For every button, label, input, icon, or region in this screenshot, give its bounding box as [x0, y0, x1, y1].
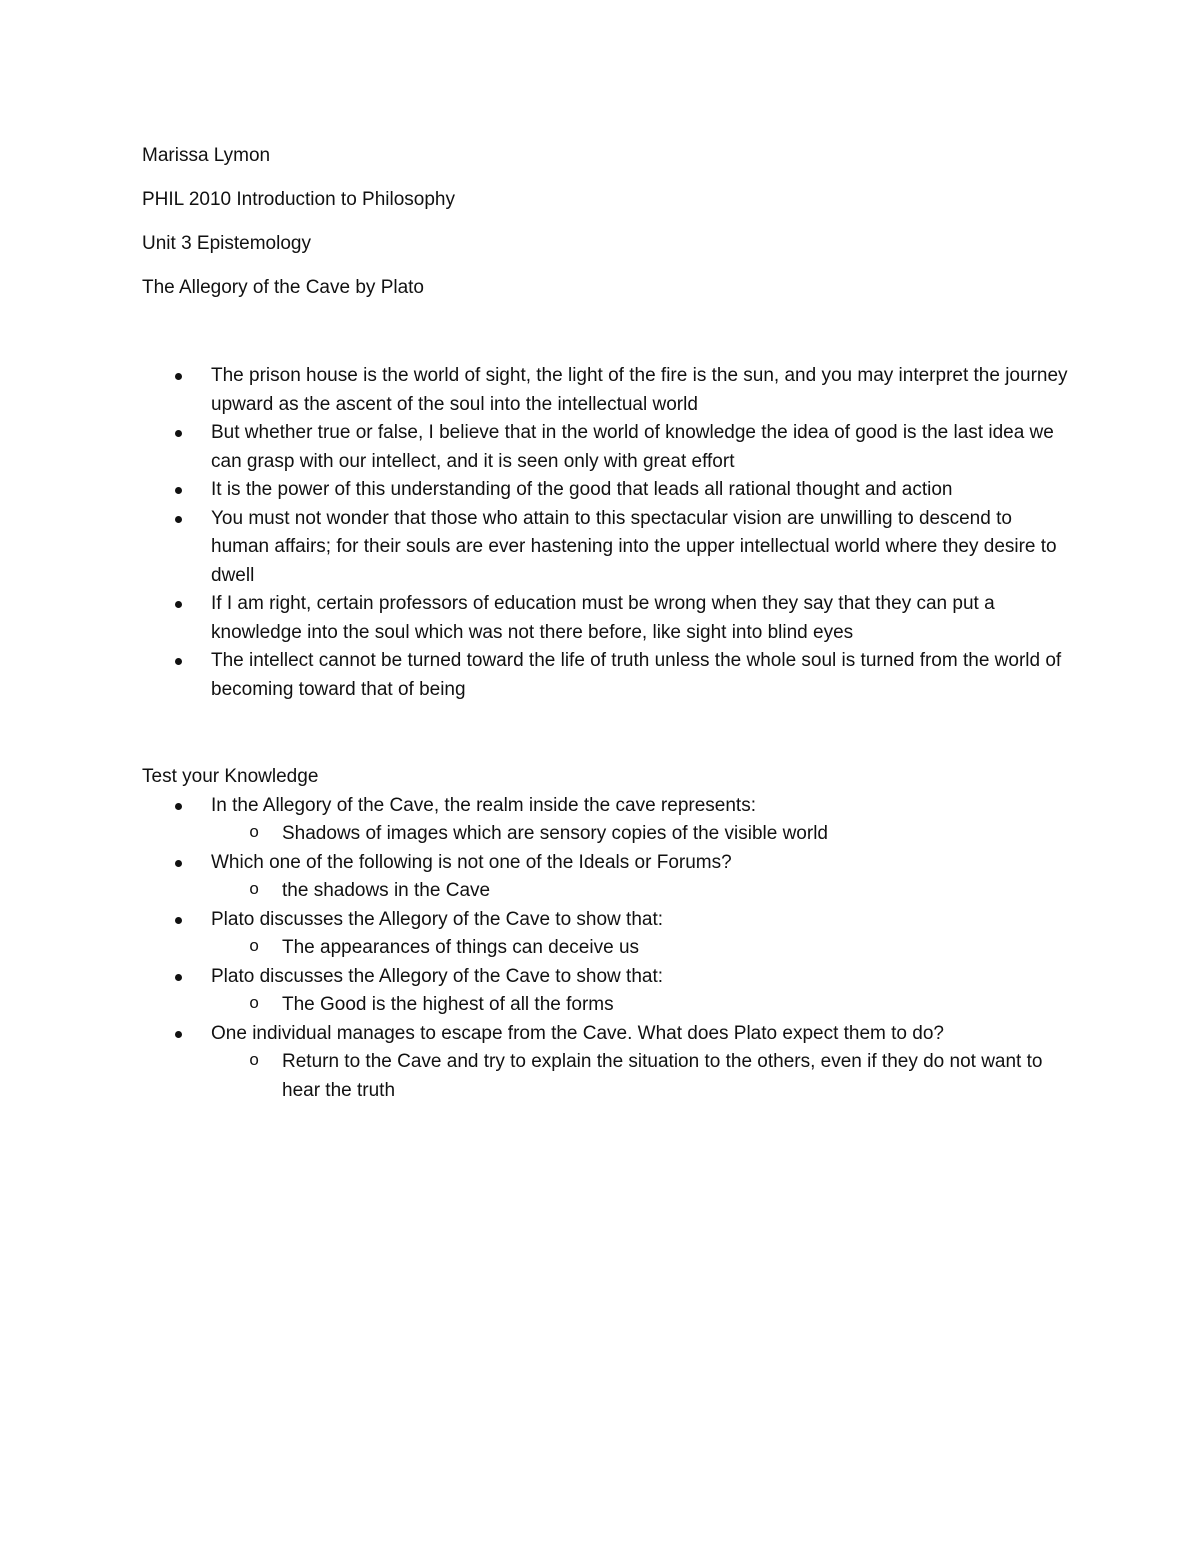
note-text: The prison house is the world of sight, the light of the fire is the sun, and you may interpret the journey upward as the ascent of the soul into the intellectual world	[211, 365, 1068, 415]
quiz-list	[142, 792, 1072, 1106]
quiz-heading: Test your Knowledge	[142, 766, 319, 787]
note-text: It is the power of this understanding of the good that leads all rational thought and action	[211, 479, 953, 500]
document-title: The Allegory of the Cave by Plato	[142, 277, 424, 298]
note-item	[142, 647, 1072, 704]
bullet-icon	[175, 803, 182, 810]
question-text: Which one of the following is not one of the Ideals or Forums?	[211, 851, 732, 873]
answer-list	[211, 820, 1072, 849]
answer-list	[211, 934, 1072, 963]
note-item	[142, 590, 1072, 647]
note-item	[142, 419, 1072, 476]
document-body	[142, 142, 1072, 1105]
spacer	[142, 318, 1072, 362]
answer-text: Return to the Cave and try to explain the situation to the others, even if they do not want to hear the truth	[282, 1051, 1043, 1101]
answer-text: Shadows of images which are sensory copies of the visible world	[282, 823, 828, 844]
answer-text: The Good is the highest of all the forms	[282, 994, 614, 1015]
quiz-answer-container	[142, 1048, 1072, 1105]
bullet-icon	[175, 974, 182, 981]
course-title: PHIL 2010 Introduction to Philosophy	[142, 189, 455, 210]
answer-list	[211, 991, 1072, 1020]
note-item	[142, 362, 1072, 419]
quiz-answer	[211, 820, 1072, 849]
quiz-question	[142, 963, 1072, 992]
answer-list	[211, 1048, 1072, 1105]
spacer	[142, 704, 1072, 747]
question-text: Plato discusses the Allegory of the Cave to show that:	[211, 908, 664, 930]
quiz-answer	[211, 877, 1072, 906]
quiz-answer	[211, 934, 1072, 963]
answer-list	[211, 877, 1072, 906]
sub-bullet-icon: o	[249, 938, 260, 957]
sub-bullet-icon: o	[249, 995, 260, 1014]
sub-bullet-icon: o	[249, 1052, 260, 1071]
bullet-icon	[175, 430, 182, 437]
bullet-icon	[175, 1031, 182, 1038]
quiz-answer	[211, 991, 1072, 1020]
bullet-icon	[175, 917, 182, 924]
note-item	[142, 505, 1072, 591]
bullet-icon	[175, 516, 182, 523]
question-text: One individual manages to escape from the Cave. What does Plato expect them to do?	[211, 1022, 944, 1044]
notes-list	[142, 362, 1072, 704]
question-text: In the Allegory of the Cave, the realm inside the cave represents:	[211, 794, 756, 816]
sub-bullet-icon: o	[249, 881, 260, 900]
bullet-icon	[175, 601, 182, 608]
bullet-icon	[175, 373, 182, 380]
note-text: But whether true or false, I believe that in the world of knowledge the idea of good is the last idea we can grasp with our intellect, and it is seen only with great effort	[211, 422, 1054, 472]
note-item	[142, 476, 1072, 505]
quiz-question	[142, 1020, 1072, 1049]
quiz-question	[142, 849, 1072, 878]
note-text: The intellect cannot be turned toward the life of truth unless the whole soul is turned from the world of becoming toward that of being	[211, 650, 1062, 700]
unit-title: Unit 3 Epistemology	[142, 233, 311, 254]
question-text: Plato discusses the Allegory of the Cave to show that:	[211, 965, 664, 987]
quiz-answer	[211, 1048, 1072, 1105]
answer-text: The appearances of things can deceive us	[282, 937, 640, 958]
quiz-answer-container	[142, 991, 1072, 1020]
bullet-icon	[175, 860, 182, 867]
quiz-question	[142, 792, 1072, 821]
sub-bullet-icon: o	[249, 824, 260, 843]
note-text: If I am right, certain professors of education must be wrong when they say that they can put a knowledge into the soul which was not there before, like sight into blind eyes	[211, 593, 995, 643]
note-text: You must not wonder that those who attain to this spectacular vision are unwilling to descend to human affairs; for their souls are ever hastening into the upper intellectual world where they desire to dwell	[211, 507, 1057, 586]
bullet-icon	[175, 487, 182, 494]
answer-text: the shadows in the Cave	[282, 880, 491, 901]
quiz-answer-container	[142, 934, 1072, 963]
bullet-icon	[175, 658, 182, 665]
quiz-question	[142, 906, 1072, 935]
quiz-answer-container	[142, 820, 1072, 849]
author-name: Marissa Lymon	[142, 145, 271, 166]
quiz-answer-container	[142, 877, 1072, 906]
